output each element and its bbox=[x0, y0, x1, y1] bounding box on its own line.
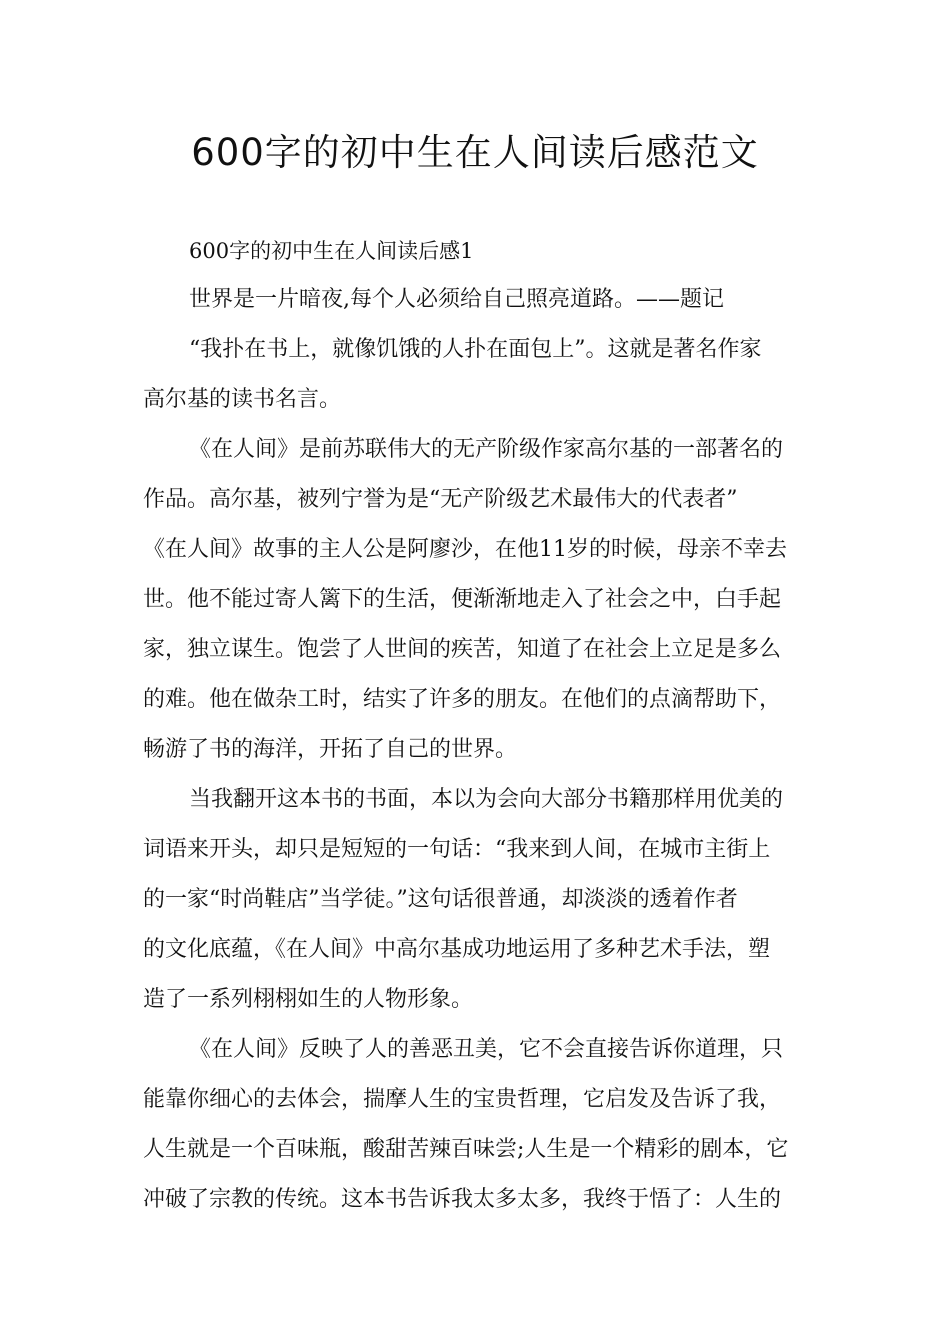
text-line: 世。他不能过寄人篱下的生活，便渐渐地走入了社会之中，白手起 bbox=[143, 587, 782, 612]
text-line: 的一家“时尚鞋店”当学徒。”这句话很普通，却淡淡的透着作者 bbox=[143, 887, 738, 912]
text-line: 当我翻开这本书的书面，本以为会向大部分书籍那样用优美的 bbox=[189, 787, 784, 812]
text-line: 《在人间》是前苏联伟大的无产阶级作家高尔基的一部著名的 bbox=[189, 437, 784, 462]
text-line: “我扑在书上，就像饥饿的人扑在面包上”。这就是著名作家 bbox=[189, 337, 762, 362]
text-line: 的文化底蕴，《在人间》中高尔基成功地运用了多种艺术手法，塑 bbox=[143, 937, 771, 962]
section-heading: 600字的初中生在人间读后感1 bbox=[189, 239, 474, 263]
document-title: 600字的初中生在人间读后感范文 bbox=[191, 131, 759, 174]
text-line: 《在人间》故事的主人公是阿廖沙，在他11岁的时候，母亲不幸去 bbox=[143, 537, 787, 562]
text-line: 冲破了宗教的传统。这本书告诉我太多太多，我终于悟了：人生的 bbox=[143, 1187, 782, 1212]
text-line: 畅游了书的海洋，开拓了自己的世界。 bbox=[143, 737, 518, 762]
text-line: 词语来开头，却只是短短的一句话：“我来到人间，在城市主街上 bbox=[143, 837, 771, 862]
text-line: 高尔基的读书名言。 bbox=[143, 387, 342, 412]
text-line: 造了一系列栩栩如生的人物形象。 bbox=[143, 987, 474, 1012]
text-line: 《在人间》反映了人的善恶丑美，它不会直接告诉你道理，只 bbox=[189, 1037, 784, 1062]
text-line: 能靠你细心的去体会，揣摩人生的宝贵哲理，它启发及告诉了我， bbox=[143, 1087, 782, 1112]
text-line: 家，独立谋生。饱尝了人世间的疾苦，知道了在社会上立足是多么 bbox=[143, 637, 782, 662]
text-line: 人生就是一个百味瓶，酸甜苦辣百味尝;人生是一个精彩的剧本，它 bbox=[143, 1137, 789, 1162]
text-line: 的难。他在做杂工时，结实了许多的朋友。在他们的点滴帮助下， bbox=[143, 687, 782, 712]
text-line: 世界是一片暗夜,每个人必须给自己照亮道路。——题记 bbox=[189, 287, 724, 312]
text-line: 作品。高尔基，被列宁誉为是“无产阶级艺术最伟大的代表者” bbox=[143, 487, 738, 512]
